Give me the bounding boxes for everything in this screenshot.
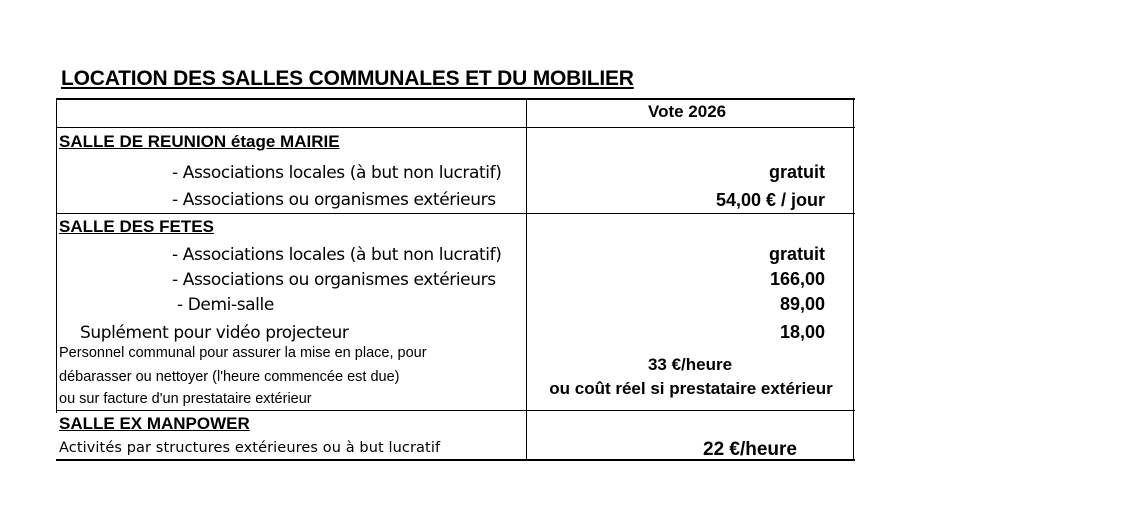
column-divider [526,99,527,460]
row-label: - Associations locales (à but non lucratif) [172,163,502,183]
personnel-note-line: débarasser ou nettoyer (l'heure commencée est due) [59,369,400,385]
section-divider-manpower [56,410,855,411]
row-label: - Associations ou organismes extérieurs [172,190,496,210]
row-label: Activités par structures extérieures ou à but lucratif [59,440,441,456]
personnel-note-line: ou sur facture d'un prestataire extérieur [59,391,312,407]
personnel-rate-alt: ou coût réel si prestataire extérieur [549,379,833,398]
row-label: - Associations locales (à but non lucratif) [172,245,502,265]
section-title-manpower: SALLE EX MANPOWER [59,414,250,433]
row-label: Suplément pour vidéo projecteur [80,323,349,343]
section-divider-fetes [56,213,855,214]
header-divider [56,127,855,128]
row-value: gratuit [769,162,825,182]
page-title: LOCATION DES SALLES COMMUNALES ET DU MOBILIER [61,67,634,90]
row-value: 22 €/heure [703,439,797,460]
personnel-rate: 33 €/heure [647,355,733,374]
row-value: gratuit [769,244,825,264]
row-label: - Associations ou organismes extérieurs [172,270,496,290]
row-value: 89,00 [779,294,825,314]
table-left-border [56,99,57,413]
row-value: 166,00 [769,269,825,289]
vote-column-header: Vote 2026 [648,102,727,121]
section-title-fetes: SALLE DES FETES [59,217,214,236]
section-title-reunion: SALLE DE REUNION étage MAIRIE [59,132,340,151]
row-value: 18,00 [779,322,825,342]
table-right-border [853,99,854,460]
personnel-note-line: Personnel communal pour assurer la mise en place, pour [59,345,427,361]
row-value: 54,00 € / jour [715,190,825,210]
table-top-border [56,98,855,100]
row-label: - Demi-salle [177,295,274,315]
